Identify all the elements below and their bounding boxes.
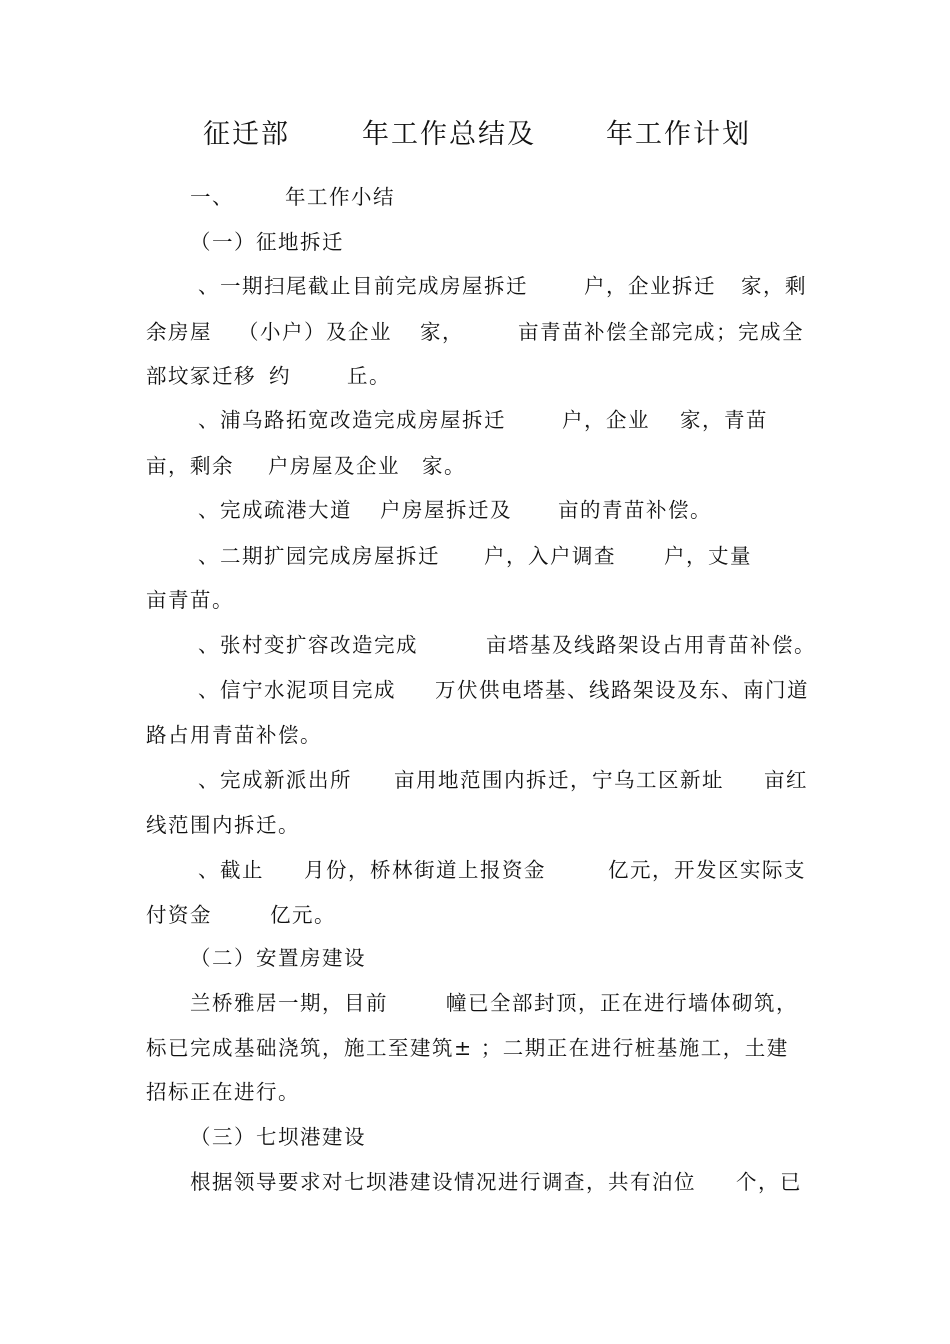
text-segment: 幢已全部封顶，正在进行墙体砌筑，: [446, 991, 798, 1015]
subsection-heading-2: （二）安置房建设: [190, 946, 366, 970]
text-segment: 亩塔基及线路架设占用青苗补偿。: [486, 633, 816, 657]
text-segment: 亩的青苗补偿。: [558, 498, 712, 522]
title-part-3: 年工作计划: [606, 119, 751, 150]
text-segment: 月份，桥林街道上报资金: [304, 858, 546, 882]
text-segment: （小户）及企业: [238, 320, 392, 344]
paragraph-line: 标已完成基础浇筑，施工至建筑± ；二期正在进行桩基施工，土建: [146, 1036, 789, 1060]
subsection-heading-1: （一）征地拆迁: [190, 230, 344, 254]
paragraph-line: 亩青苗。: [146, 588, 234, 612]
text-segment: 根据领导要求对七坝港建设情况进行调查，共有泊位: [190, 1170, 696, 1194]
text-segment: 亩，剩余: [146, 454, 234, 478]
title-part-1: 征迁部: [203, 119, 290, 150]
paragraph-line: 路占用青苗补偿。: [146, 723, 322, 747]
text-segment: 亩用地范围内拆迁，宁乌工区新址: [394, 768, 724, 792]
section-heading-text: 年工作小结: [285, 185, 395, 209]
text-segment: 亿元。: [270, 903, 336, 927]
text-segment: 、二期扩园完成房屋拆迁: [198, 544, 440, 568]
text-segment: 兰桥雅居一期，目前: [190, 991, 388, 1015]
text-segment: 、完成疏港大道: [198, 498, 352, 522]
text-segment: 约: [269, 364, 291, 388]
title-part-2: 年工作总结及: [362, 119, 536, 150]
text-segment: 余房屋: [146, 320, 212, 344]
subsection-heading-3: （三）七坝港建设: [190, 1125, 366, 1149]
text-segment: 户，企业拆迁: [584, 274, 716, 298]
text-segment: 户，丈量: [664, 544, 752, 568]
document-title: [0, 112, 950, 152]
text-segment: 、张村变扩容改造完成: [198, 633, 418, 657]
text-segment: 付资金: [146, 903, 212, 927]
text-segment: 、浦乌路拓宽改造完成房屋拆迁: [198, 408, 506, 432]
text-segment: 家，青苗: [680, 408, 768, 432]
text-segment: 亩青苗补偿全部完成；完成全: [518, 320, 804, 344]
text-segment: 家，: [420, 320, 464, 344]
text-segment: 、信宁水泥项目完成: [198, 678, 396, 702]
paragraph-line: 招标正在进行。: [146, 1080, 300, 1104]
text-segment: 部坟冢迁移: [146, 364, 256, 388]
text-segment: 个，已: [736, 1170, 802, 1194]
section-number: 一、: [190, 185, 234, 209]
text-segment: 家。: [422, 454, 466, 478]
text-segment: 、截止: [198, 858, 264, 882]
text-segment: 亿元，开发区实际支: [608, 858, 806, 882]
text-segment: 万伏供电塔基、线路架设及东、南门道: [435, 678, 809, 702]
text-segment: 家，剩: [741, 274, 807, 298]
text-segment: 户房屋及企业: [268, 454, 400, 478]
text-segment: 、完成新派出所: [198, 768, 352, 792]
text-segment: 、一期扫尾截止目前完成房屋拆迁: [198, 274, 528, 298]
text-segment: 丘。: [347, 364, 391, 388]
text-segment: 户，入户调查: [484, 544, 616, 568]
paragraph-line: 线范围内拆迁。: [146, 813, 300, 837]
text-segment: 亩红: [764, 768, 808, 792]
text-segment: 户房屋拆迁及: [380, 498, 512, 522]
text-segment: 户，企业: [562, 408, 650, 432]
